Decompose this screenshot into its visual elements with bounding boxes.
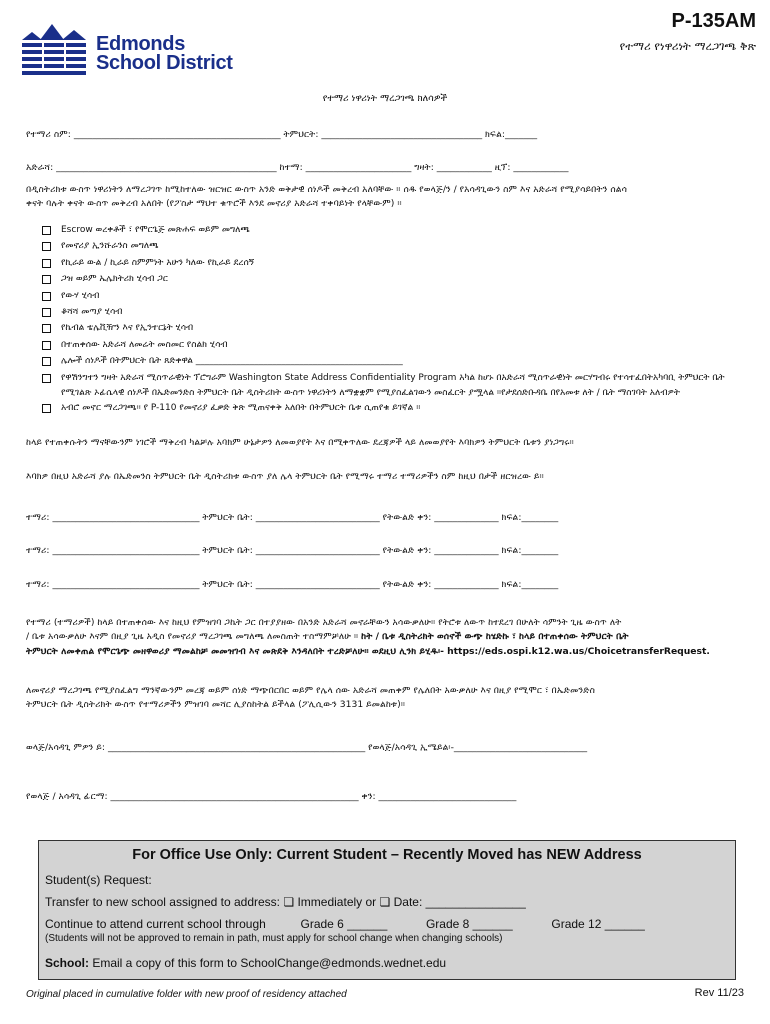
other-student-row[interactable]: ተማሪ: ________________________________ ትምህርት ቤት: ___________________________ የትውልድ ቀን: ______________ ክፍል:________ bbox=[26, 579, 559, 590]
checkbox[interactable] bbox=[42, 341, 51, 350]
parent-name-email-row[interactable]: ወላጅ/አሳዳጊ ምዎን ይ: ________________________________________________________ የወላጅ/አሳዳጊ ኢሜይል፡-_____________________________ bbox=[26, 742, 588, 753]
checklist-item[interactable]: የዋሽንግተን ግዛት አድራሻ ሚስጥራዊነት ፕሮግራም Washington State Address Confidentiality Program አካል ከሆኑ በአድራሻ ሚስጥራዊነት መርሃግብሩ የተሳተፈበትአካባቢ ትምህርት ቤት የሚገልጽ ኦፊሴላዊ ሰነዶች በኤድመንድስ ትምህርት ቤት ዲስትሪክት ውስጥ ነዋሪነትን ለማቋቋም የሚያስፈልገውን መስፈርት ያሟላል ።የታደሰድቡዳቤ በየአመቱ ለት / ቤት ማስገባት አለብዎት bbox=[42, 371, 742, 401]
checklist-item[interactable]: በተጠቀሰው አድራሻ ለመሬት መስመር የስልክ ሂሳብ bbox=[42, 338, 742, 354]
transfer-row: Transfer to new school assigned to address: ❏ Immediately or ❏ Date: _______________ bbox=[45, 895, 526, 909]
checklist-item[interactable]: ጋዝ ወይም ኤሌክትሪክ ሂሳብ ጋር bbox=[42, 272, 742, 288]
intro-line-1: በዲስትሪክቱ ውስጥ ነዋሪነትን ለማረጋገጥ ከሚከተለው ዝርዝር ውስጥ አንድ ወቅታዊ ሰነዶች መቅረብ አለባቸው ። ሰዱ የወላጅ/ን / የአሳዳጊውን ስም እና አድራሻ የሚያሳይበትን ሰልሳ bbox=[26, 184, 627, 195]
student-info-row[interactable]: የተማሪ ስም: _____________________________________________ ትምህርት: ___________________________________ ክፍል:_______ bbox=[26, 129, 538, 140]
checkbox-icon[interactable]: ❏ bbox=[283, 895, 295, 909]
footer-note: Original placed in cumulative folder with new proof of residency attached bbox=[26, 989, 347, 1000]
school-email-row bbox=[45, 956, 446, 970]
form-code: P-135AM bbox=[671, 10, 756, 32]
checklist-item[interactable]: የኬብል ቴሌቪዥን እና የኢንተርኔት ሂሳብ bbox=[42, 321, 742, 337]
declaration-line-2: / ቤቱ አሳውቃለሁ እናም በዚያ ጊዜ አዲስ የመኖሪያ ማረጋገጫ መግለጫ ለመስጠት ተስማምቻለሁ ። bbox=[26, 631, 359, 643]
checklist-item[interactable]: ሌሎች ሰነዶች በትምህርት ቤት ጸድቀዋል ______________________________________________ bbox=[42, 354, 742, 370]
checklist-item[interactable]: የኪራይ ውል / ኪራይ ስምምነት አሁን ካለው የኪራይ ደረሰኝ bbox=[42, 256, 742, 272]
declaration-text bbox=[26, 616, 756, 659]
school-label: School: bbox=[45, 956, 89, 970]
declaration-line-1: የተማሪ (ተማሪዎች) ከላይ በተጠቀሰው እና ከዚህ የምዝገባ ጋኬት ጋር በተያያዘው በአንድ አድራሻ መኖራቸውን አሳውቃለሁ። የትሮቱ ለውጥ ከተደረገ በሁለት ሳምንት ጊዜ ውስጥ ለት bbox=[26, 617, 622, 628]
immediately-option: Immediately or bbox=[297, 895, 377, 909]
student-request-label: Student(s) Request: bbox=[45, 873, 152, 887]
office-use-box bbox=[38, 840, 736, 980]
grade6-field[interactable]: Grade 6 ______ bbox=[300, 917, 388, 931]
checkbox[interactable] bbox=[42, 324, 51, 333]
checkbox[interactable] bbox=[42, 374, 51, 383]
address-row[interactable]: አድራሻ: ________________________________________________ ከተማ: _______________________ ግዛት: ____________ ዚፕ: ____________ bbox=[26, 162, 569, 173]
checklist-item[interactable]: የውሃ ሂሳብ bbox=[42, 289, 742, 305]
checklist-item[interactable]: Escrow ወረቀቶች ፣ የሞርጌጅ መጽሐፍ ወይም መግለጫ bbox=[42, 223, 742, 239]
logo-line2: School District bbox=[96, 52, 233, 74]
form-title: የተማሪ የነዋሪነት ማረጋገጫ ቅጽ bbox=[619, 39, 756, 53]
contact-school-notice: ከላይ የተጠቀሱትን ማናቸውንም ነገሮች ማቅረብ ካልቻሉ አባክም ሁኔታዎን ለመወያየት እና በሚቀጥለው ደረጃዎች ላይ ለመወያየት እባክዎን ትምህርት ቤቱን ያነጋግሩ። bbox=[26, 437, 574, 448]
continue-row bbox=[45, 917, 645, 931]
logo-line1: Edmonds bbox=[96, 33, 186, 55]
continue-label: Continue to attend current school through bbox=[45, 917, 266, 931]
checkbox[interactable] bbox=[42, 308, 51, 317]
other-student-row[interactable]: ተማሪ: ________________________________ ትምህርት ቤት: ___________________________ የትውልድ ቀን: ______________ ክፍል:________ bbox=[26, 512, 559, 523]
declaration-line-3[interactable]: ትምህርት ለመቀጠል የሞርጌጭ መዘዋወሪያ ማመልከቻ መመዝገብ እና መጽደቅ እንዳለበት ተረድቻለሁ። ወደዚህ ሊንክ ይሂዱ፡- https://eds.ospi.k12.wa.us/ChoicetransferRequest. bbox=[26, 645, 710, 657]
grade12-field[interactable]: Grade 12 ______ bbox=[551, 917, 645, 931]
checkbox[interactable] bbox=[42, 226, 51, 235]
district-name bbox=[96, 35, 233, 73]
school-email-text: Email a copy of this form to SchoolChange@edmonds.wednet.edu bbox=[92, 956, 447, 970]
document-checklist bbox=[42, 223, 742, 417]
declaration-bold: ከት / ቤቱ ዲስትሪክት ወሰኖች ውጭ ከሄድኩ ፣ ከላይ በተጠቀሰው ትምህርት ቤት bbox=[361, 631, 629, 643]
other-student-row[interactable]: ተማሪ: ________________________________ ትምህርት ቤት: ___________________________ የትውልድ ቀን: ______________ ክፍል:________ bbox=[26, 545, 559, 556]
parent-signature-row[interactable]: የወላጅ / አሳዳጊ ፊርማ: ______________________________________________________ ቀን: ______________________________ bbox=[26, 791, 517, 802]
checkbox[interactable] bbox=[42, 242, 51, 251]
checkbox[interactable] bbox=[42, 357, 51, 366]
penalty-line-2: ትምህርት ቤት ዲስትሪክት ውስጥ የተማሪዎችን ምዝገባ መሻር ሊያስከትል ይችላል (ፖሊሲውን 3131 ይመልከቱ)። bbox=[26, 699, 406, 711]
checkbox[interactable] bbox=[42, 275, 51, 284]
intro-line-2: ቀናት ባሉት ቀናት ውስጥ መቅረብ አለበት (የፖስታ ማህተ ቁጥሮች እንደ መኖሪያ አድራሻ ተቀባይነት የላቸውም) ። bbox=[26, 198, 402, 210]
section-title: የተማሪ ነዋሪነት ማረጋገጫ ክለሳዎች bbox=[322, 93, 448, 104]
date-option[interactable]: Date: _______________ bbox=[393, 895, 526, 909]
intro-text bbox=[26, 183, 756, 212]
penalty-text bbox=[26, 684, 756, 713]
checkbox[interactable] bbox=[42, 292, 51, 301]
checklist-item[interactable]: አብሮ መኖር ማረጋገጫ፡፡ የ P-110 የመኖሪያ ፈቃድ ቅጽ ሚጠናቀቅ አለበት በትምህርት ቤቱ ሲጠየቁ ይገኛል ። bbox=[42, 401, 742, 417]
checklist-item[interactable]: ቆሻሻ መጣያ ሂሳብ bbox=[42, 305, 742, 321]
checkbox[interactable] bbox=[42, 259, 51, 268]
checklist-item[interactable]: የመኖሪያ ኢንሹራንስ መግለጫ bbox=[42, 239, 742, 255]
office-note: (Students will not be approved to remain in path, must apply for school change when changing schools) bbox=[45, 933, 503, 944]
checkbox[interactable] bbox=[42, 404, 51, 413]
revision-label: Rev 11/23 bbox=[694, 987, 744, 999]
office-title: For Office Use Only: Current Student – Recently Moved has NEW Address bbox=[132, 847, 642, 863]
checkbox-icon[interactable]: ❏ bbox=[379, 895, 391, 909]
other-students-notice: እባክዎ በዚህ አድራሻ ያሉ በኤድመንስ ትምህርት ቤት ዲስትሪክቱ ውስጥ ያለ ሌላ ትምህርት ቤት የሚማሩ ተማሪ ተማሪዎችን ስም ከዚህ በታች ዘርዝረው ይ። bbox=[26, 471, 544, 482]
grade8-field[interactable]: Grade 8 ______ bbox=[425, 917, 513, 931]
penalty-line-1: ለመኖሪያ ማረጋገጫ የሚያስፈልግ ማንኛውንም መረጃ ወይም ሰነድ ማጭበርበር ወይም የሌላ ሰው አድራሻ መጠቀም የሌለበት አውቃለሁ እና በዚያ የሚሞር ፣ በኤድመንድስ bbox=[26, 685, 595, 696]
